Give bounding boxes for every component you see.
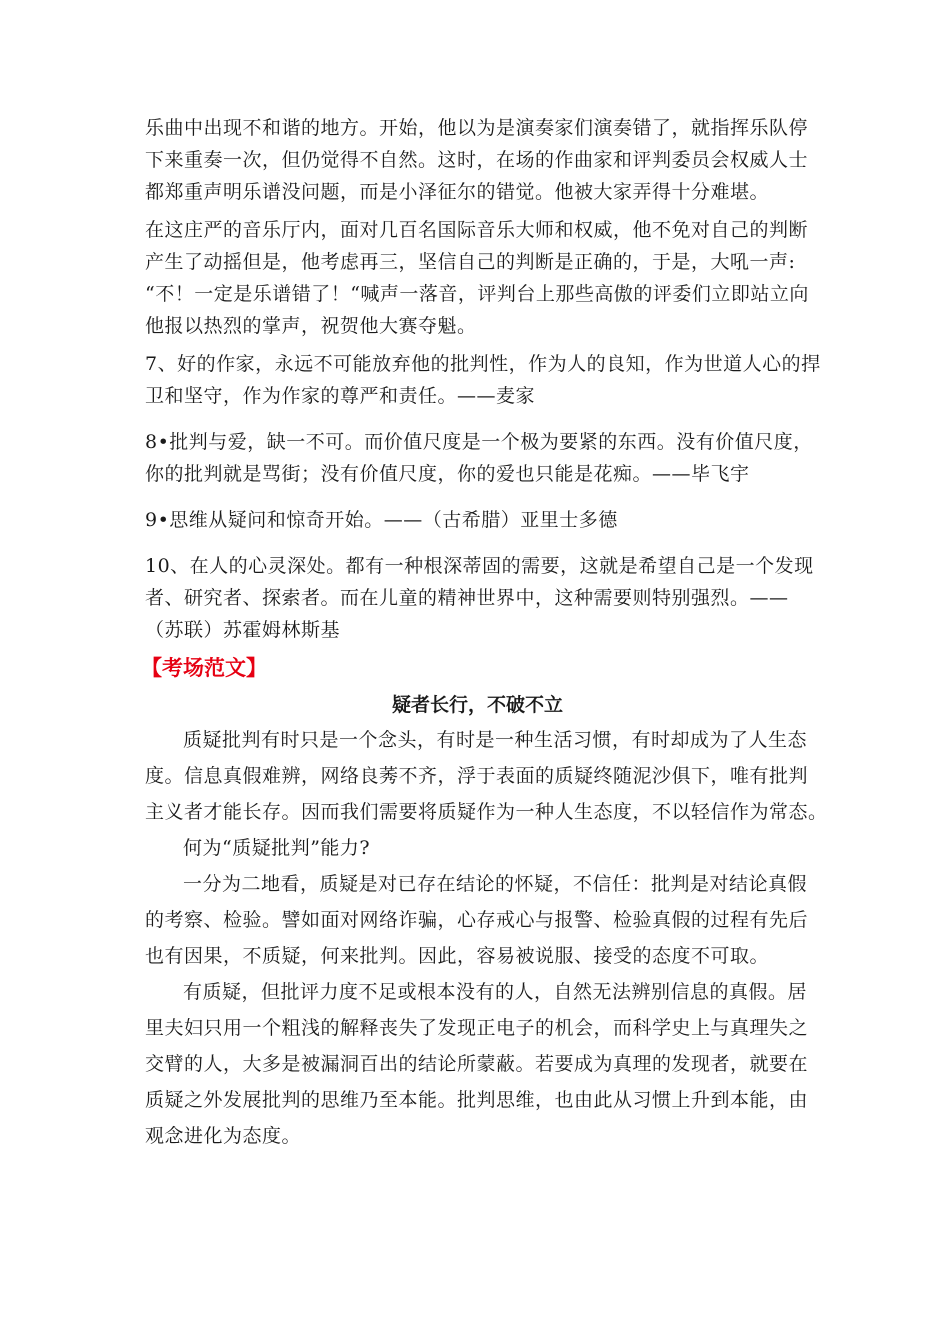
quote-7 [145, 348, 821, 412]
quote-10 [145, 550, 814, 646]
essay-title: 疑者长行，不破不立 [391, 694, 563, 716]
text-line: 交臂的人，大多是被漏洞百出的结论所蒙蔽。若要成为真理的发现者，就要在 [145, 1053, 809, 1075]
essay-paragraph-1 [145, 722, 828, 830]
text-line: 一分为二地看，质疑是对已存在结论的怀疑，不信任：批判是对结论真假 [183, 873, 808, 895]
text-line: 在这庄严的音乐厅内，面对几百名国际音乐大师和权威，他不免对自己的判断 [145, 219, 809, 241]
text-line: 有质疑，但批评力度不足或根本没有的人，自然无法辨别信息的真假。居 [183, 981, 808, 1003]
text-line: （苏联）苏霍姆林斯基 [145, 619, 341, 641]
text-line: 何为“质疑批判”能力? [183, 837, 371, 859]
text-line: 卫和坚守，作为作家的尊严和责任。——麦家 [145, 385, 536, 407]
text-line: 者、研究者、探索者。而在儿童的精神世界中，这种需要则特别强烈。—— [145, 587, 789, 609]
text-line: 10、在人的心灵深处。都有一种根深蒂固的需要，这就是希望自己是一个发现 [145, 555, 814, 577]
text-line: 下来重奏一次，但仍觉得不自然。这时，在场的作曲家和评判委员会权威人士 [145, 149, 809, 171]
text-line: 也有因果，不质疑，何来批判。因此，容易被说服、接受的态度不可取。 [145, 945, 770, 967]
text-line: “不！一定是乐谱错了！“喊声一落音，评判台上那些高傲的评委们立即站立向 [145, 283, 809, 305]
document-page [141, 112, 828, 1154]
text-line: 7、好的作家，永远不可能放弃他的批判性，作为人的良知，作为世道人心的捍 [145, 353, 821, 375]
text-line: 质疑批判有时只是一个念头，有时是一种生活习惯，有时却成为了人生态 [183, 729, 808, 751]
text-line: 里夫妇只用一个粗浅的解释丧失了发现正电子的机会，而科学史上与真理失之 [145, 1017, 809, 1039]
section-heading: 【考场范文】 [141, 656, 267, 680]
text-line: 8•批判与爱，缺一不可。而价值尺度是一个极为要紧的东西。没有价值尺度， [145, 431, 813, 453]
text-line: 的考察、检验。譬如面对网络诈骗，心存戒心与报警、检验真假的过程有先后 [145, 909, 809, 931]
story-paragraph-2 [145, 214, 810, 342]
essay-paragraph-4 [145, 974, 810, 1154]
text-line: 度。信息真假难辨，网络良莠不齐，浮于表面的质疑终随泥沙俱下，唯有批判 [145, 765, 809, 787]
essay-paragraph-3 [145, 866, 810, 974]
text-line: 都郑重声明乐谱没问题，而是小泽征尔的错觉。他被大家弄得十分难堪。 [145, 181, 770, 203]
text-line: 他报以热烈的掌声，祝贺他大赛夺魁。 [145, 315, 477, 337]
text-line: 质疑之外发展批判的思维乃至本能。批判思维，也由此从习惯上升到本能，由 [145, 1089, 809, 1111]
essay-paragraph-2 [145, 830, 810, 866]
text-line: 乐曲中出现不和谐的地方。开始，他以为是演奏家们演奏错了，就指挥乐队停 [145, 117, 809, 139]
text-line: 主义者才能长存。因而我们需要将质疑作为一种人生态度，不以轻信作为常态。 [145, 801, 828, 823]
text-line: 9•思维从疑问和惊奇开始。——（古希腊）亚里士多德 [145, 509, 618, 531]
quote-8 [145, 426, 813, 490]
text-line: 产生了动摇但是，他考虑再三，坚信自己的判断是正确的，于是，大吼一声: [145, 251, 796, 273]
story-paragraph-1 [145, 112, 810, 208]
quote-9 [145, 504, 810, 536]
text-line: 你的批判就是骂街；没有价值尺度，你的爱也只能是花痴。——毕飞宇 [145, 463, 750, 485]
text-line: 观念进化为态度。 [145, 1125, 302, 1147]
